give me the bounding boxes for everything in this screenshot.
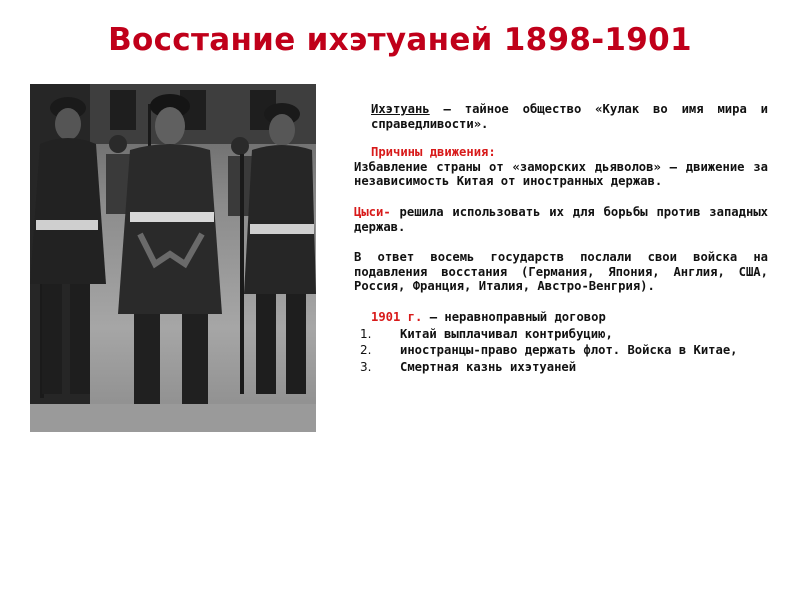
treaty-year: 1901 г. [371, 309, 423, 324]
slide-title: Восстание ихэтуаней 1898-1901 [108, 22, 692, 58]
cixi-paragraph [354, 205, 768, 234]
cixi-text: решила использовать их для борьбы против западных держав. [354, 204, 768, 234]
treaty-line [371, 310, 768, 325]
list-number: 1. [360, 326, 372, 341]
list-item [354, 327, 768, 342]
list-text: Смертная казнь ихэтуаней [400, 359, 577, 374]
definition-paragraph [371, 102, 768, 131]
treaty-text: – неравноправный договор [422, 309, 606, 324]
term-ihetuan: Ихэтуань [371, 102, 430, 116]
treaty-terms-list [354, 327, 768, 375]
definition-text: – тайное общество «Кулак во имя мира и справедливости». [371, 102, 768, 131]
cixi-name: Цыси- [354, 204, 391, 219]
historical-photo [30, 84, 316, 432]
list-number: 3. [360, 359, 372, 374]
list-item [354, 360, 768, 375]
list-number: 2. [360, 343, 372, 358]
list-item [354, 343, 768, 358]
response-paragraph: В ответ восемь государств послали свои войска на подавления восстания (Германия, Япония, Англия, США, Россия, Франция, Италия, Австро-Венгрия). [354, 250, 768, 294]
list-text: иностранцы-право держать флот. Войска в Китае, [400, 343, 738, 358]
slide-body [354, 102, 768, 376]
causes-text: Избавление страны от «заморских дьяволов» – движение за независимость Китая от иностранных держав. [354, 159, 768, 189]
causes-heading: Причины движения: [371, 145, 496, 160]
list-text: Китай выплачивал контрибуцию, [400, 326, 613, 341]
